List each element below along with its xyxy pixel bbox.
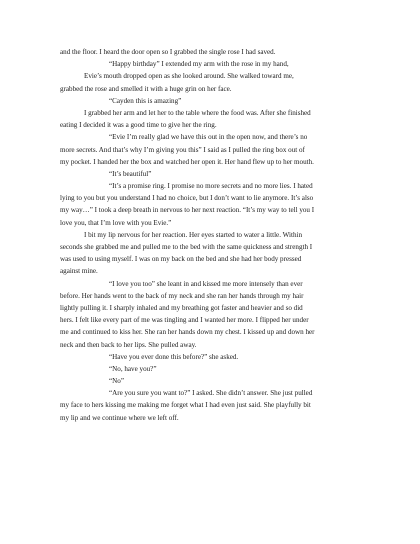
text-line: was used to using myself. I was on my back on the bed and she had her body pressed bbox=[60, 255, 302, 264]
text-line: and the floor. I heard the door open so I grabbed the single rose I had saved. bbox=[60, 48, 276, 56]
text-line: grabbed the rose and smelled it with a huge grin on her face. bbox=[60, 84, 232, 93]
text-line: “Evie I’m really glad we have this out in the open now, and there’s no bbox=[109, 133, 308, 142]
document-page bbox=[60, 46, 362, 424]
text-line: more secrets. And that’s why I’m giving you this” I said as I pulled the ring box out of bbox=[60, 145, 305, 154]
text-line: “It’s beautiful” bbox=[109, 169, 152, 178]
text-line: “No” bbox=[109, 377, 124, 386]
text-line: seconds she grabbed me and pulled me to the bed with the same quickness and strength I bbox=[60, 243, 313, 251]
text-line: “I love you too” she leant in and kissed me more intensely than ever bbox=[109, 279, 303, 288]
text-line: “It’s a promise ring. I promise no more secrets and no more lies. I hated bbox=[109, 182, 313, 191]
text-line: “No, have you?” bbox=[109, 364, 157, 373]
text-line: Evie’s mouth dropped open as she looked around. She walked toward me, bbox=[84, 72, 294, 81]
text-line: my way…” I took a deep breath in nervous to her next reaction. “It’s my way to tell you I bbox=[60, 206, 315, 215]
text-line: “Have you ever done this before?” she asked. bbox=[109, 352, 239, 361]
text-line: before. Her hands went to the back of my neck and she ran her hands through my hair bbox=[60, 291, 304, 300]
text-line: my face to hers kissing me making me forget what I had even just said. She playfully bit bbox=[60, 401, 311, 410]
text-line: my lip and we continue where we left off. bbox=[60, 413, 179, 422]
text-line: me and continued to kiss her. She ran her hands down my chest. I kissed up and down her bbox=[60, 328, 315, 337]
text-line: “Happy birthday” I extended my arm with the rose in my hand, bbox=[109, 60, 289, 69]
text-line: “Are you sure you want to?” I asked. She didn’t answer. She just pulled bbox=[109, 389, 313, 398]
text-line: “Cayden this is amazing” bbox=[109, 96, 182, 105]
text-line: hers. I felt like every part of me was tingling and I wanted her more. I flipped her under bbox=[60, 316, 309, 325]
text-line: lying to you but you understand I had no choice, but I don’t want to lie anymore. It’s also bbox=[60, 194, 314, 203]
text-line: neck and then back to her lips. She pulled away. bbox=[60, 340, 197, 349]
text-line: my pocket. I handed her the box and watched her open it. Her hand flew up to her mouth. bbox=[60, 157, 314, 166]
text-line: eating I decided it was a good time to give her the ring. bbox=[60, 121, 217, 130]
text-line: I bit my lip nervous for her reaction. Her eyes started to water a little. Within bbox=[84, 230, 303, 239]
text-line: lightly pulling it. I sharply inhaled and my breathing got faster and heavier and so did bbox=[60, 303, 303, 312]
text-line: against mine. bbox=[60, 267, 98, 276]
text-line: love you, that I’m love with you Evie.” bbox=[60, 218, 172, 227]
text-line: I grabbed her arm and let her to the table where the food was. After she finished bbox=[84, 108, 311, 117]
